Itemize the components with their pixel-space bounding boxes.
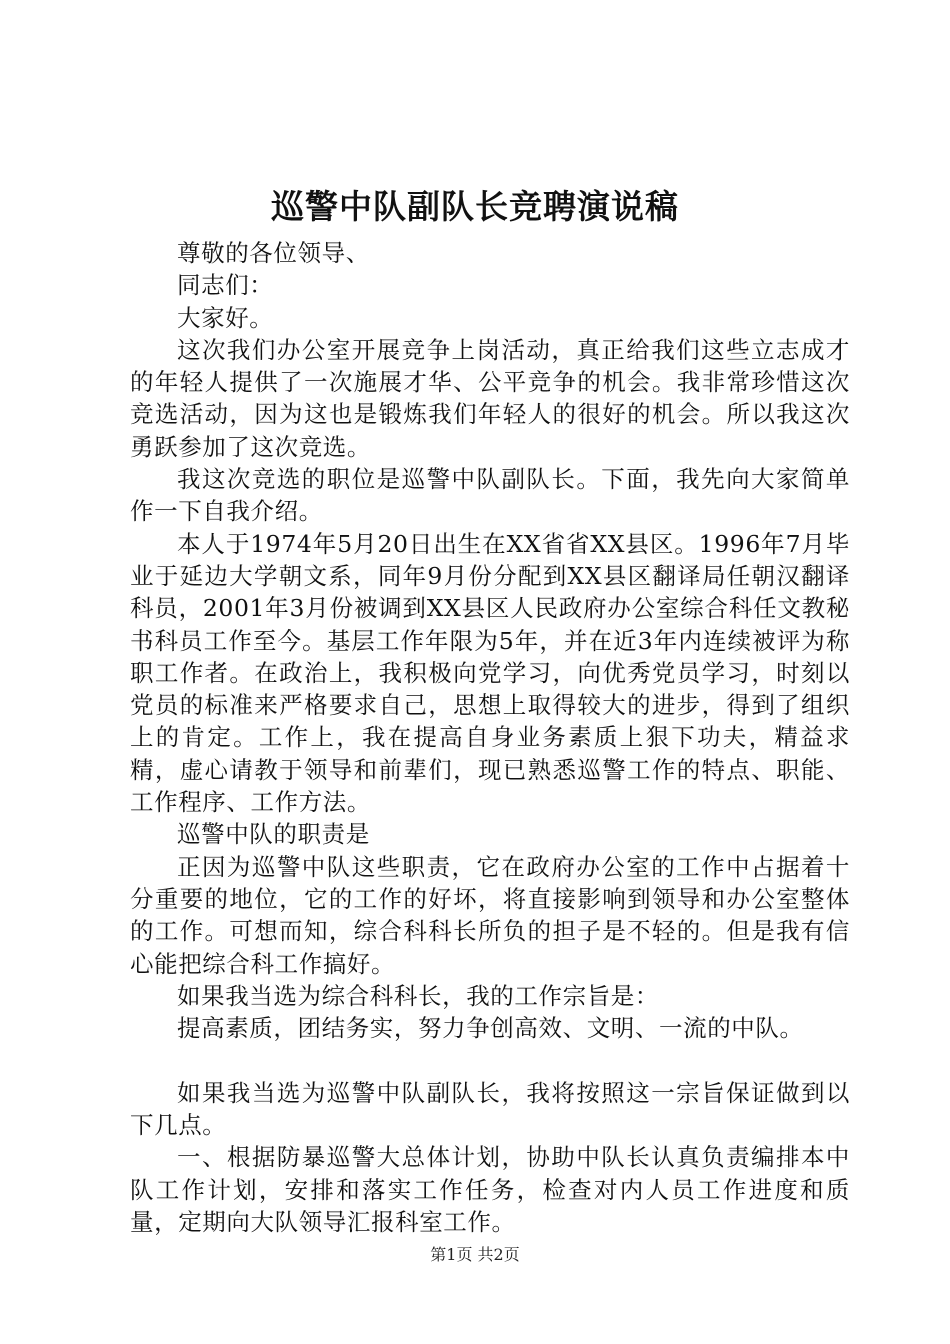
paragraph-point-one: 一、根据防暴巡警大总体计划，协助中队长认真负责编排本中队工作计划，安排和落实工作任务，检查对内人员工作进度和质量，定期向大队领导汇报科室工作。: [130, 1143, 850, 1236]
page-number-footer: 第1页 共2页: [430, 1245, 520, 1264]
document-title: 巡警中队副队长竞聘演说稿: [271, 187, 679, 226]
paragraph-opening: 这次我们办公室开展竞争上岗活动，真正给我们这些立志成才的年轻人提供了一次施展才华、公平竞争的机会。我非常珍惜这次竞选活动，因为这也是锻炼我们年轻人的很好的机会。所以我这次勇跃参加了这次竞选。: [130, 335, 850, 461]
paragraph-salutation-leaders: 尊敬的各位领导、: [177, 239, 370, 267]
paragraph-importance: 正因为巡警中队这些职责，它在政府办公室的工作中占据着十分重要的地位，它的工作的好坏，将直接影响到领导和办公室整体的工作。可想而知，综合科科长所负的担子是不轻的。但是我有信心能把综合科工作搞好。: [130, 852, 850, 978]
paragraph-greeting: 大家好。: [177, 303, 274, 332]
paragraph-purpose: 提高素质，团结务实，努力争创高效、文明、一流的中队。: [177, 1014, 804, 1043]
blank-line: [130, 1044, 850, 1076]
paragraph-purpose-intro: 如果我当选为综合科科长，我的工作宗旨是：: [177, 981, 659, 1010]
paragraph-self-introduction: 本人于1974年5月20日出生在XX省省XX县区。1996年7月毕业于延边大学朝文系，同年9月份分配到XX县区翻译局任朝汉翻译科员，2001年3月份被调到XX县区人民政府办公室综合科任文教秘书科员工作至今。基层工作年限为5年，并在近3年内连续被评为称职工作者。在政治上，我积极向党学习，向优秀党员学习，时刻以党员的标准来严格要求自己，思想上取得较大的进步，得到了组织上的肯定。工作上，我在提高自身业务素质上狠下功夫，精益求精，虚心请教于领导和前辈们，现已熟悉巡警工作的特点、职能、工作程序、工作方法。: [130, 529, 850, 817]
paragraph-commitment: 如果我当选为巡警中队副队长，我将按照这一宗旨保证做到以下几点。: [130, 1078, 850, 1140]
paragraph-duties-heading: 巡警中队的职责是: [177, 820, 370, 849]
document-body: [130, 237, 850, 1238]
paragraph-salutation-comrades: 同志们：: [177, 271, 274, 300]
paragraph-position: 我这次竞选的职位是巡警中队副队长。下面，我先向大家简单作一下自我介绍。: [130, 465, 850, 526]
